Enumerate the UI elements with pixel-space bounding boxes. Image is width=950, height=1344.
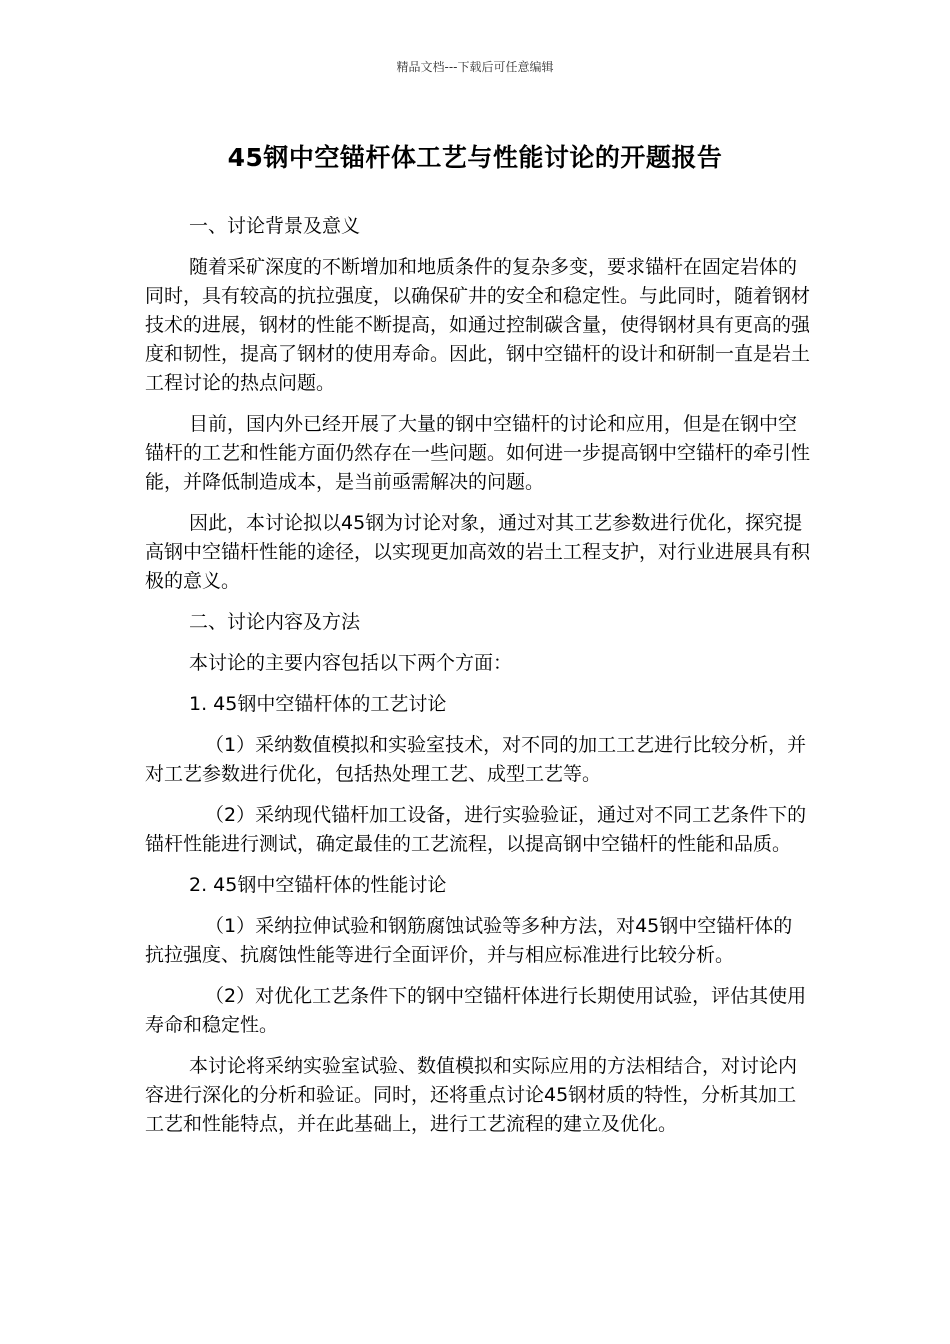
process-item-1: （1）采纳数值模拟和实验室技术，对不同的加工工艺进行比较分析，并对工艺参数进行优化，包括热处理工艺、成型工艺等。 bbox=[145, 734, 807, 785]
paragraph-background-2: 目前，国内外已经开展了大量的钢中空锚杆的讨论和应用，但是在钢中空锚杆的工艺和性能方面仍然存在一些问题。如何进一步提高钢中空锚杆的牵引性能，并降低制造成本，是当前亟需解决的问题。 bbox=[145, 413, 811, 493]
document-body bbox=[145, 212, 810, 1151]
section-heading-background: 一、讨论背景及意义 bbox=[189, 215, 361, 237]
section-heading-content: 二、讨论内容及方法 bbox=[189, 611, 361, 633]
paragraph-methods: 本讨论将采纳实验室试验、数值模拟和实际应用的方法相结合，对讨论内容进行深化的分析和验证。同时，还将重点讨论45钢材质的特性，分析其加工工艺和性能特点，并在此基础上，进行工艺流程的建立及优化。 bbox=[145, 1055, 798, 1135]
paragraph-background-1: 随着采矿深度的不断增加和地质条件的复杂多变，要求锚杆在固定岩体的同时，具有较高的抗拉强度，以确保矿井的安全和稳定性。与此同时，随着钢材技术的进展，钢材的性能不断提高，如通过控制碳含量，使得钢材具有更高的强度和韧性，提高了钢材的使用寿命。因此，钢中空锚杆的设计和研制一直是岩土工程讨论的热点问题。 bbox=[145, 256, 811, 394]
performance-item-2: （2）对优化工艺条件下的钢中空锚杆体进行长期使用试验，评估其使用寿命和稳定性。 bbox=[145, 985, 807, 1036]
subheading-process: 1. 45钢中空锚杆体的工艺讨论 bbox=[189, 693, 447, 715]
subheading-performance: 2. 45钢中空锚杆体的性能讨论 bbox=[189, 874, 447, 896]
performance-item-1: （1）采纳拉伸试验和钢筋腐蚀试验等多种方法，对45钢中空锚杆体的抗拉强度、抗腐蚀性能等进行全面评价，并与相应标准进行比较分析。 bbox=[145, 915, 793, 966]
process-item-2: （2）采纳现代锚杆加工设备，进行实验验证，通过对不同工艺条件下的锚杆性能进行测试，确定最佳的工艺流程，以提高钢中空锚杆的性能和品质。 bbox=[145, 804, 807, 855]
page-header: 精品文档---下载后可任意编辑 bbox=[396, 60, 554, 74]
document-title: 45钢中空锚杆体工艺与性能讨论的开题报告 bbox=[227, 143, 723, 172]
paragraph-content-intro: 本讨论的主要内容包括以下两个方面： bbox=[189, 652, 513, 674]
paragraph-background-3: 因此，本讨论拟以45钢为讨论对象，通过对其工艺参数进行优化，探究提高钢中空锚杆性能的途径，以实现更加高效的岩土工程支护，对行业进展具有积极的意义。 bbox=[145, 512, 811, 592]
